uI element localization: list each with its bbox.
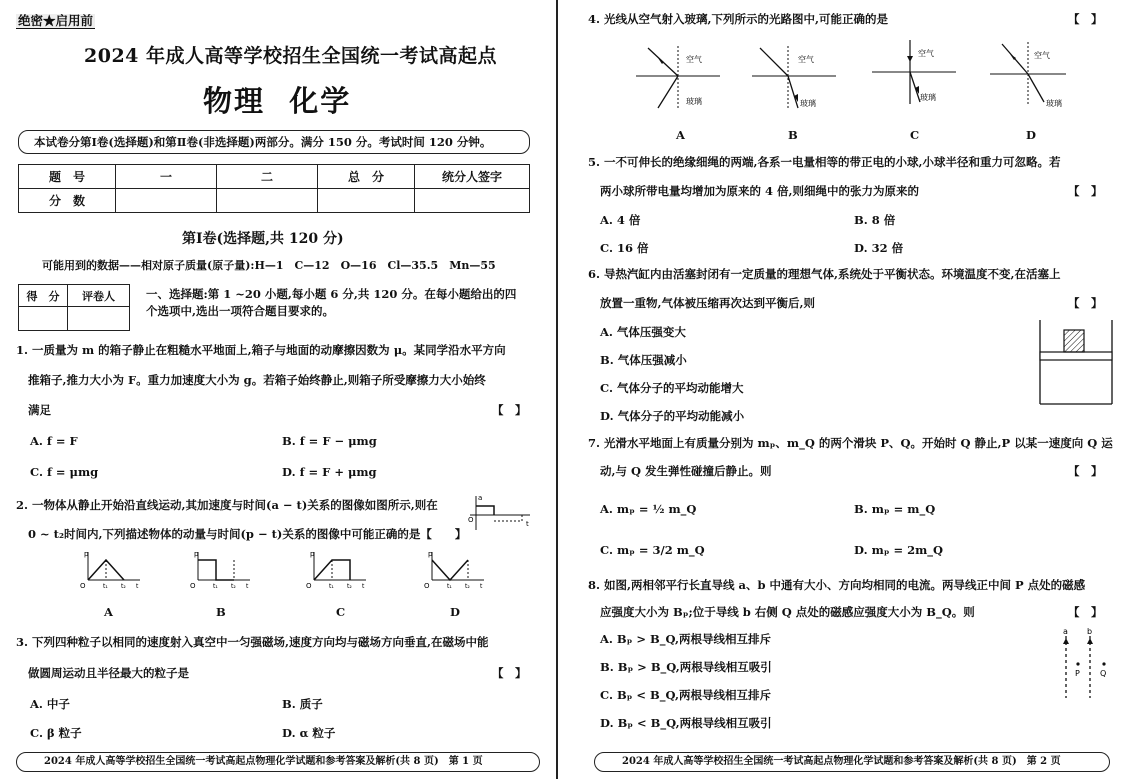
score-cell-total[interactable] xyxy=(318,189,415,213)
q2-graph-d-t2: t₂ xyxy=(465,583,470,590)
q4-b-glass: 玻璃 xyxy=(800,99,816,108)
q2-graph-c-o: O xyxy=(306,582,312,590)
q8-option-c[interactable]: C. Bₚ < B_Q,两根导线相互排斥 xyxy=(600,688,771,702)
q2-graph-a-t2: t₂ xyxy=(121,583,126,590)
q3-line2: 做圆周运动且半径最大的粒子是 xyxy=(28,666,189,680)
q6-answer-bracket[interactable]: 【 】 xyxy=(1068,296,1103,310)
q4-c-air: 空气 xyxy=(918,49,934,58)
q8-line2: 应强度大小为 Bₚ;位于导线 b 右侧 Q 点处的磁感应强度大小为 B_Q。则 xyxy=(600,605,975,619)
q2-graph-d-o: O xyxy=(424,582,430,590)
q4-label-b[interactable]: B xyxy=(788,128,798,142)
q2-graph-b-t2: t₂ xyxy=(231,583,236,590)
q7-option-d[interactable]: D. mₚ = 2m_Q xyxy=(854,543,944,557)
q2-line1: 2. 一物体从静止开始沿直线运动,其加速度与时间(a − t)关系的图像如图所示,则在 xyxy=(16,498,438,512)
q3-option-b[interactable]: B. 质子 xyxy=(282,697,323,711)
q4-answer-bracket[interactable]: 【 】 xyxy=(1068,12,1103,26)
grader-name-cell[interactable] xyxy=(68,307,130,331)
q2-graph-d xyxy=(424,550,484,590)
q3-line1: 3. 下列四种粒子以相同的速度射入真空中一匀强磁场,速度方向均与磁场方向垂直,在磁场中能 xyxy=(16,635,489,649)
q2-label-d[interactable]: D xyxy=(450,605,460,619)
section-intro-line1: 一、选择题:第 1 ~20 小题,每小题 6 分,共 120 分。在每小题给出的四 xyxy=(146,287,517,301)
q4-label-d[interactable]: D xyxy=(1026,128,1036,142)
q8-option-d[interactable]: D. Bₚ < B_Q,两根导线相互吸引 xyxy=(600,716,772,730)
q7-option-b[interactable]: B. mₚ = m_Q xyxy=(854,502,936,516)
q2-graph-a-t1: t₁ xyxy=(103,583,108,590)
score-cell-signature[interactable] xyxy=(415,189,530,213)
q2-graph-a-o: O xyxy=(80,582,86,590)
section1-title: 第Ⅰ卷(选择题,共 120 分) xyxy=(182,231,344,247)
q1-option-d[interactable]: D. f = F + μmg xyxy=(282,465,377,479)
q2-graph-d-t1: t₁ xyxy=(447,583,452,590)
q8-option-b[interactable]: B. Bₚ > B_Q,两根导线相互吸引 xyxy=(600,660,772,674)
grader-score-label: 得 分 xyxy=(19,285,68,307)
q7-option-c[interactable]: C. mₚ = 3/2 m_Q xyxy=(600,543,705,557)
q6-option-a[interactable]: A. 气体压强变大 xyxy=(600,325,686,339)
q4-line1: 4. 光线从空气射入玻璃,下列所示的光路图中,可能正确的是 xyxy=(588,12,889,26)
q2-graph-c-t2: t₂ xyxy=(347,583,352,590)
q2-a-t-label: t xyxy=(526,520,529,528)
q6-option-b[interactable]: B. 气体压强减小 xyxy=(600,353,687,367)
q5-option-d[interactable]: D. 32 倍 xyxy=(854,241,904,255)
q1-option-b[interactable]: B. f = F − μmg xyxy=(282,434,377,448)
q8-line1: 8. 如图,两相邻平行长直导线 a、b 中通有大小、方向均相同的电流。两导线正中间 P 点处的磁感 xyxy=(588,578,1086,592)
q4-diagram-a xyxy=(636,42,726,112)
instructions-text: 本试卷分第Ⅰ卷(选择题)和第Ⅱ卷(非选择题)两部分。满分 150 分。考试时间 120 分钟。 xyxy=(34,135,492,149)
q2-graph-b-t: t xyxy=(246,583,249,590)
q1-line1: 1. 一质量为 m 的箱子静止在粗糙水平地面上,箱子与地面的动摩擦因数为 μ。某同学沿水平方向 xyxy=(16,343,506,357)
left-footer: 2024 年成人高等学校招生全国统一考试高起点物理化学试题和参考答案及解析(共 8 页) 第 1 页 xyxy=(44,756,483,767)
q2-graph-c-t1: t₁ xyxy=(329,583,334,590)
q5-line2: 两小球所带电量均增加为原来的 4 倍,则细绳中的张力为原来的 xyxy=(600,184,920,198)
q5-option-b[interactable]: B. 8 倍 xyxy=(854,213,896,227)
q2-label-b[interactable]: B xyxy=(216,605,226,619)
q6-line2: 放置一重物,气体被压缩再次达到平衡后,则 xyxy=(600,296,816,310)
q8-point-p-label: P xyxy=(1075,669,1080,678)
q1-option-c[interactable]: C. f = μmg xyxy=(30,465,99,479)
score-cell-part1[interactable] xyxy=(116,189,217,213)
right-footer: 2024 年成人高等学校招生全国统一考试高起点物理化学试题和参考答案及解析(共 8 页) 第 2 页 xyxy=(622,756,1061,767)
q4-a-glass: 玻璃 xyxy=(686,97,702,106)
page-divider xyxy=(556,0,558,779)
q2-a-origin-label: O xyxy=(468,516,474,524)
q2-graph-c-t: t xyxy=(362,583,365,590)
q4-diagram-d xyxy=(990,40,1080,110)
subject-title: 物理 化学 xyxy=(203,84,352,118)
q1-line3: 满足 xyxy=(28,403,51,417)
grader-table xyxy=(18,284,130,331)
q5-line1: 5. 一不可伸长的绝缘细绳的两端,各系一电量相等的带正电的小球,小球半径和重力可忽略。若 xyxy=(588,155,1061,169)
q5-option-c[interactable]: C. 16 倍 xyxy=(600,241,649,255)
q4-d-air: 空气 xyxy=(1034,51,1050,60)
q2-line2: 0 ~ t₂时间内,下列描述物体的动量与时间(p − t)关系的图像中可能正确的是【 】 xyxy=(28,527,467,541)
q3-option-a[interactable]: A. 中子 xyxy=(30,697,70,711)
q2-graph-b-t1: t₁ xyxy=(213,583,218,590)
q7-line1: 7. 光滑水平地面上有质量分别为 mₚ、m_Q 的两个滑块 P、Q。开始时 Q 静止,P 以某一速度向 Q 运 xyxy=(588,436,1113,450)
q2-label-c[interactable]: C xyxy=(336,605,346,619)
q4-diagram-b xyxy=(752,42,842,112)
q2-graph-c xyxy=(306,550,366,590)
score-header-part2: 二 xyxy=(217,165,318,189)
atomic-mass-note: 可能用到的数据——相对原子质量(原子量):H—1 C—12 O—16 Cl—35.5 Mn—55 xyxy=(42,259,496,272)
score-header-signature: 统分人签字 xyxy=(415,165,530,189)
q2-graph-a-p: p xyxy=(84,550,89,558)
q4-label-c[interactable]: C xyxy=(910,128,920,142)
q1-line2: 推箱子,推力大小为 F。重力加速度大小为 g。若箱子始终静止,则箱子所受摩擦力大小始终 xyxy=(28,373,486,387)
grader-name-label: 评卷人 xyxy=(68,285,130,307)
q8-option-a[interactable]: A. Bₚ > B_Q,两根导线相互排斥 xyxy=(600,632,771,646)
q5-option-a[interactable]: A. 4 倍 xyxy=(600,213,641,227)
q2-graph-a xyxy=(80,550,140,590)
score-header-part1: 一 xyxy=(116,165,217,189)
q2-graph-d-t: t xyxy=(480,583,483,590)
q6-option-c[interactable]: C. 气体分子的平均动能增大 xyxy=(600,381,744,395)
q2-label-a[interactable]: A xyxy=(104,605,113,619)
q4-b-air: 空气 xyxy=(798,55,814,64)
secret-label: 绝密★启用前 xyxy=(18,13,94,28)
q3-option-c[interactable]: C. β 粒子 xyxy=(30,726,82,740)
q2-a-t-graph xyxy=(468,494,528,534)
q6-option-d[interactable]: D. 气体分子的平均动能减小 xyxy=(600,409,745,423)
grader-score-cell[interactable] xyxy=(19,307,68,331)
score-cell-part2[interactable] xyxy=(217,189,318,213)
q3-answer-bracket[interactable]: 【 】 xyxy=(492,666,527,680)
q6-line1: 6. 导热汽缸内由活塞封闭有一定质量的理想气体,系统处于平衡状态。环境温度不变,在活塞上 xyxy=(588,267,1061,281)
q2-graph-d-p: p xyxy=(428,550,433,558)
q8-point-q-label: Q xyxy=(1100,669,1107,678)
score-row-label: 分 数 xyxy=(19,189,116,213)
exam-title: 2024 年成人高等学校招生全国统一考试高起点 xyxy=(84,45,497,67)
q4-diagram-c xyxy=(872,38,962,108)
q2-graph-c-p: p xyxy=(310,550,315,558)
q7-option-a[interactable]: A. mₚ = ½ m_Q xyxy=(600,502,697,516)
q5-answer-bracket[interactable]: 【 】 xyxy=(1068,184,1103,198)
q2-graph-a-t: t xyxy=(136,583,139,590)
score-header-total: 总 分 xyxy=(318,165,415,189)
q4-c-glass: 玻璃 xyxy=(920,93,936,102)
score-header-question-no: 题 号 xyxy=(19,165,116,189)
q7-line2: 动,与 Q 发生弹性碰撞后静止。则 xyxy=(600,464,772,478)
q2-graph-b xyxy=(190,550,250,590)
q3-option-d[interactable]: D. α 粒子 xyxy=(282,726,336,740)
score-table xyxy=(18,164,530,213)
q8-wire-diagram xyxy=(1058,626,1118,702)
q8-wire-a-label: a xyxy=(1063,627,1068,636)
section-intro-line2: 个选项中,选出一项符合题目要求的。 xyxy=(146,304,335,318)
q4-d-glass: 玻璃 xyxy=(1046,99,1062,108)
q4-label-a[interactable]: A xyxy=(676,128,685,142)
q1-option-a[interactable]: A. f = F xyxy=(30,434,78,448)
q8-wire-b-label: b xyxy=(1087,627,1093,636)
q8-answer-bracket[interactable]: 【 】 xyxy=(1068,605,1103,619)
q4-a-air: 空气 xyxy=(686,55,702,64)
q1-answer-bracket[interactable]: 【 】 xyxy=(492,403,527,417)
q6-cylinder-diagram xyxy=(1036,318,1128,410)
q2-graph-b-o: O xyxy=(190,582,196,590)
q2-graph-b-p: p xyxy=(194,550,199,558)
q7-answer-bracket[interactable]: 【 】 xyxy=(1068,464,1103,478)
q2-a-axis-label: a xyxy=(478,494,483,502)
